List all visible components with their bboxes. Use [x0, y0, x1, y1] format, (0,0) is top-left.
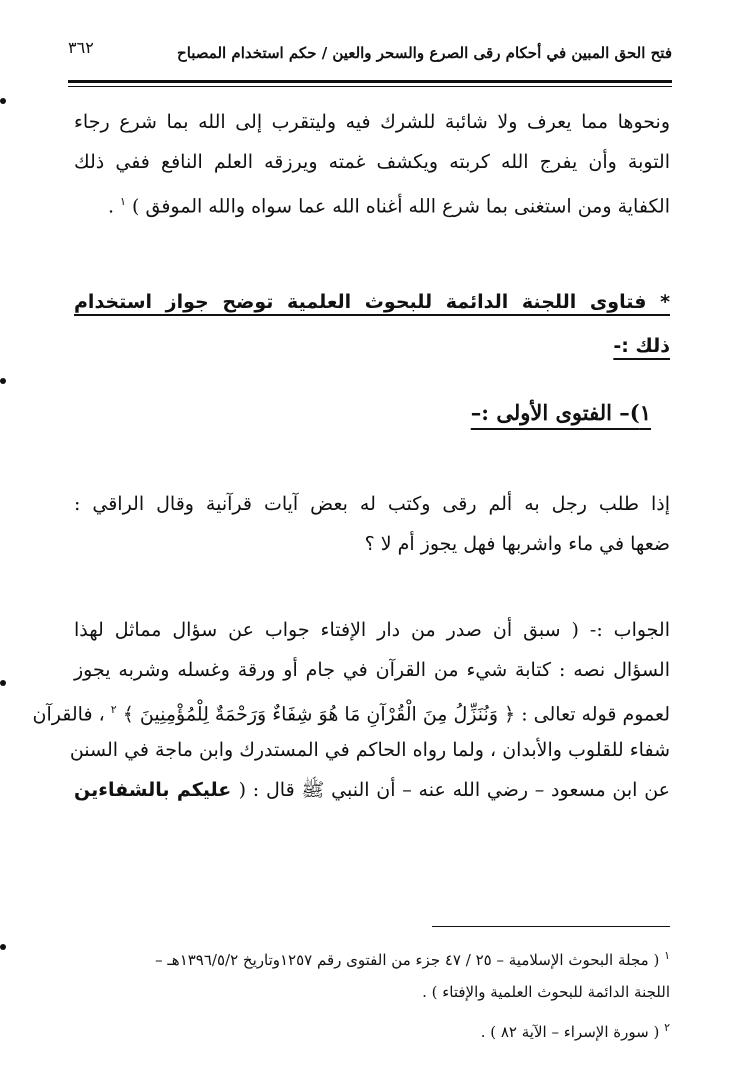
page-number: ٣٦٢ [68, 38, 94, 57]
intro-paragraph [74, 102, 670, 222]
footnote-text: اللجنة الدائمة للبحوث العلمية والإفتاء ) . [422, 983, 670, 1001]
footnote-number: ١ [664, 949, 670, 962]
intro-line: ونحوها مما يعرف ولا شائبة للشرك فيه وليتقرب إلى الله بما شرع رجاء [74, 111, 670, 133]
footnote [74, 974, 670, 1010]
page-header [68, 38, 672, 80]
footnote-separator [432, 926, 670, 927]
footnote-ref: ١ [120, 195, 126, 208]
scan-mark [0, 680, 6, 686]
question-line: ضعها في ماء واشربها فهل يجوز أم لا ؟ [364, 533, 670, 555]
question-line: إذا طلب رجل به ألم رقى وكتب له بعض آيات قرآنية وقال الراقي : [74, 493, 670, 515]
section-heading-line [74, 324, 670, 368]
running-title: فتح الحق المبين في أحكام رقى الصرع والسحر والعين / حكم استخدام المصباح [177, 44, 672, 62]
scan-mark [0, 378, 6, 384]
intro-line-text: الكفاية ومن استغنى بما شرع الله أغناه الله عما سواه والله الموفق ) [132, 195, 670, 218]
footnote-text: ( مجلة البحوث الإسلامية – ٢٥ / ٤٧ جزء من الفتوى رقم ١٢٥٧وتاريخ ١٣٩٦/٥/٢هـ – [155, 951, 665, 969]
footnote [74, 938, 670, 974]
header-rule [68, 80, 672, 83]
fatwa-answer [32, 610, 670, 810]
intro-line [74, 182, 670, 222]
answer-line-end: ، فالقرآن [32, 703, 111, 726]
section-heading-text: * فتاوى اللجنة الدائمة للبحوث العلمية توضح جواز استخدام [74, 291, 670, 313]
scan-mark [0, 98, 6, 104]
footnotes [74, 938, 670, 1046]
intro-line-end: . [107, 195, 121, 218]
answer-line-text: عن ابن مسعود – رضي الله عنه – أن النبي ﷺ قال : ( [238, 779, 670, 801]
footnote [74, 1010, 670, 1046]
answer-line [74, 770, 670, 810]
hadith-bold-text: عليكم بالشفاءين [74, 779, 239, 801]
answer-line: السؤال نصه : كتابة شيء من القرآن في جام أو ورقة وغسله وشربه يجوز [74, 659, 670, 681]
scan-mark [0, 944, 6, 950]
fatwa-title: ١)– الفتوى الأولى :– [470, 400, 651, 425]
answer-line: شفاء للقلوب والأبدان ، ولما رواه الحاكم في المستدرك وابن ماجة في السنن [69, 739, 670, 761]
intro-line: التوبة وأن يفرج الله كربته ويكشف غمته ويرزقه العلم النافع ففي ذلك [74, 151, 670, 173]
section-heading [74, 280, 670, 368]
footnote-ref: ٢ [110, 703, 117, 716]
answer-line [32, 690, 670, 730]
section-heading-text: ذلك :- [613, 335, 670, 357]
answer-line: الجواب :- ( سبق أن صدر من دار الإفتاء جواب عن سؤال مماثل لهذا [74, 619, 670, 641]
fatwa-question [74, 484, 670, 564]
section-heading-line [74, 280, 670, 324]
quran-verse-line: لعموم قوله تعالى : ﴿ وَنُنَزِّلُ مِنَ الْقُرْآنِ مَا هُوَ شِفَاءٌ وَرَحْمَةٌ لِلْمُؤْمِنِينَ ﴾ [122, 703, 670, 726]
header-rule-thin [68, 86, 672, 87]
footnote-text: ( سورة الإسراء – الآية ٨٢ ) . [480, 1023, 665, 1041]
footnote-number: ٢ [664, 1021, 670, 1034]
